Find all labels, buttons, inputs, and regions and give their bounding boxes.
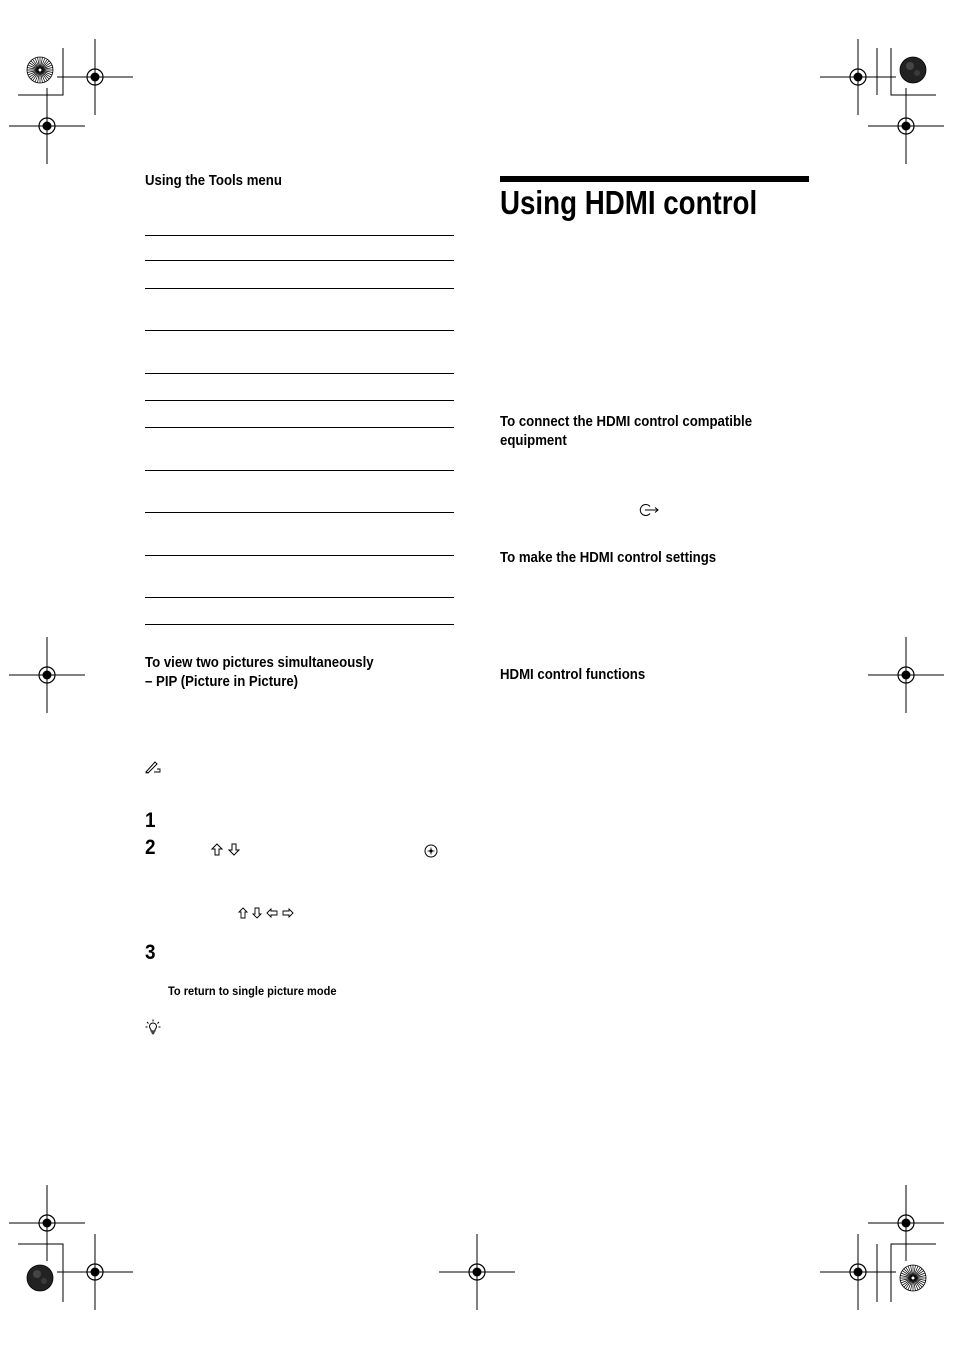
step-number-2: 2 — [145, 836, 156, 859]
pip-heading-line2: – PIP (Picture in Picture) — [145, 673, 299, 690]
functions-heading: HDMI control functions — [500, 666, 646, 683]
connect-heading-line2: equipment — [500, 432, 567, 449]
settings-heading: To make the HDMI control settings — [500, 549, 717, 566]
page-title: Using HDMI control — [500, 184, 758, 221]
pip-heading-line1: To view two pictures simultaneously — [145, 654, 374, 671]
step-number-1: 1 — [145, 809, 156, 832]
return-single-picture-note: To return to single picture mode — [168, 984, 337, 998]
connect-heading-line1: To connect the HDMI control compatible — [500, 413, 753, 430]
step-number-3: 3 — [145, 941, 156, 964]
tools-menu-heading: Using the Tools menu — [145, 172, 282, 189]
